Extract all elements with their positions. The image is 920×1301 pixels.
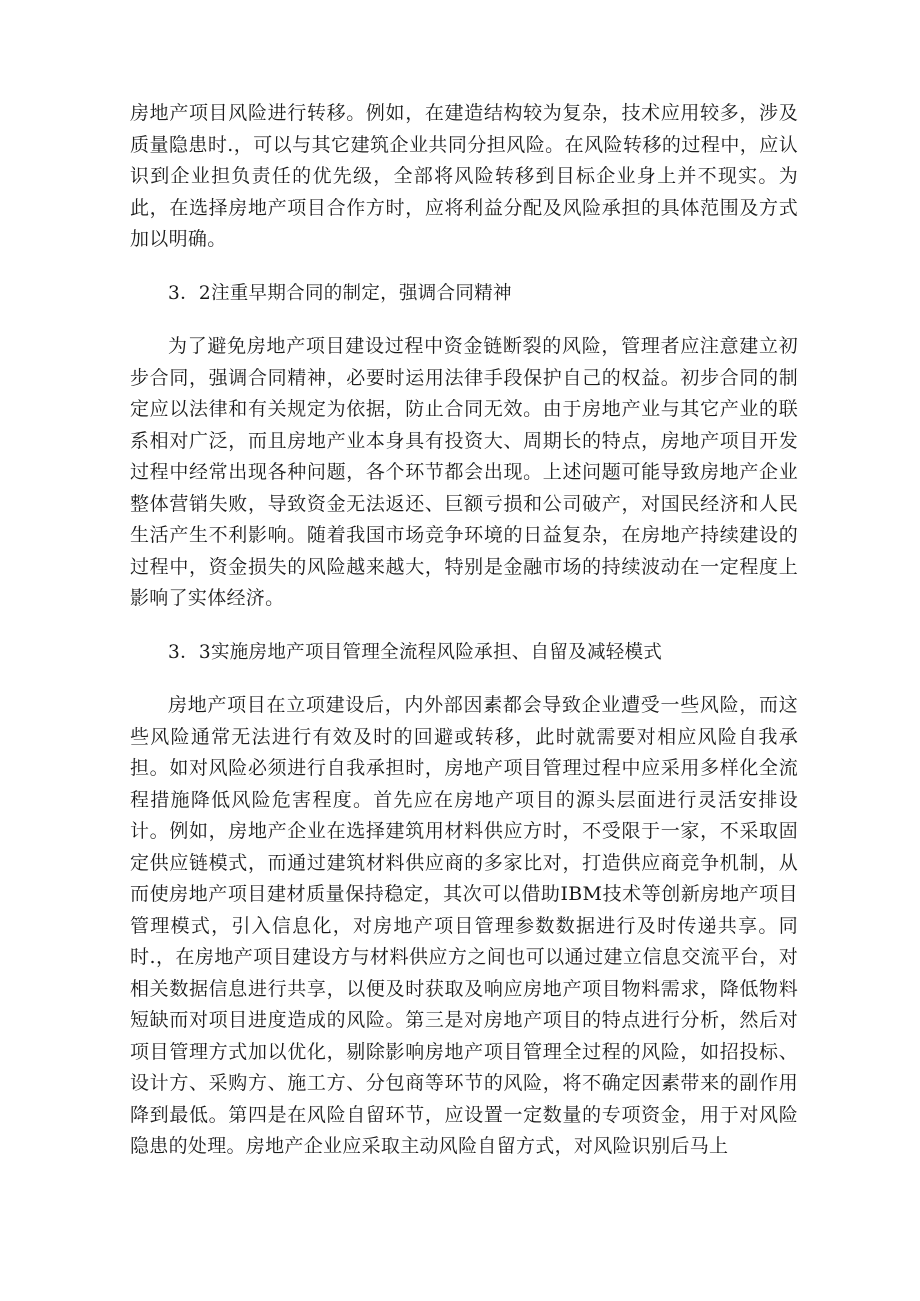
paragraph-risk-retention: 房地产项目在立项建设后，内外部因素都会导致企业遭受一些风险，而这些风险通常无法进行有效及时的回避或转移，此时就需要对相应风险自我承担。如对风险必须进行自我承担时，房地产项目管理过程中应采用多样化全流程措施降低风险危害程度。首先应在房地产项目的源头层面进行灵活安排设计。例如，房地产企业在选择建筑用材料供应方时，不受限于一家，不采取固定供应链模式，而通过建筑材料供应商的多家比对，打造供应商竞争机制，从而使房地产项目建材质量保持稳定，其次可以借助IBM技术等创新房地产项目管理模式，引入信息化，对房地产项目管理参数数据进行及时传递共享。同时.，在房地产项目建设方与材料供应方之间也可以通过建立信息交流平台，对相关数据信息进行共享，以便及时获取及响应房地产项目物料需求，降低物料短缺而对项目进度造成的风险。第三是对房地产项目的特点进行分析，然后对项目管理方式加以优化，剔除影响房地产项目管理全过程的风险，如招投标、设计方、采购方、施工方、分包商等环节的风险，将不确定因素带来的副作用降到最低。第四是在风险自留环节，应设置一定数量的专项资金，用于对风险隐患的处理。房地产企业应采取主动风险自留方式，对风险识别后马上: [130, 694, 798, 1157]
paragraph-risk-transfer-continued: 房地产项目风险进行转移。例如，在建造结构较为复杂，技术应用较多，涉及质量隐患时.，可以与其它建筑企业共同分担风险。在风险转移的过程中，应认识到企业担负责任的优先级，全部将风险转移到目标企业身上并不现实。为此，在选择房地产项目合作方时，应将利益分配及风险承担的具体范围及方式加以明确。: [130, 102, 798, 250]
document-page: [130, 98, 798, 1163]
section-heading-3-2: 3．2注重早期合同的制定，强调合同精神: [168, 282, 512, 304]
section-heading-3-3: 3．3实施房地产项目管理全流程风险承担、自留及减轻模式: [168, 641, 663, 663]
paragraph-early-contracts: 为了避免房地产项目建设过程中资金链断裂的风险，管理者应注意建立初步合同，强调合同精神，必要时运用法律手段保护自己的权益。初步合同的制定应以法律和有关规定为依据，防止合同无效。由于房地产业与其它产业的联系相对广泛，而且房地产业本身具有投资大、周期长的特点，房地产项目开发过程中经常出现各种问题，各个环节都会出现。上述问题可能导致房地产企业整体营销失败，导致资金无法返还、巨额亏损和公司破产，对国民经济和人民生活产生不利影响。随着我国市场竞争环境的日益复杂，在房地产持续建设的过程中，资金损失的风险越来越大，特别是金融市场的持续波动在一定程度上影响了实体经济。: [130, 335, 798, 609]
